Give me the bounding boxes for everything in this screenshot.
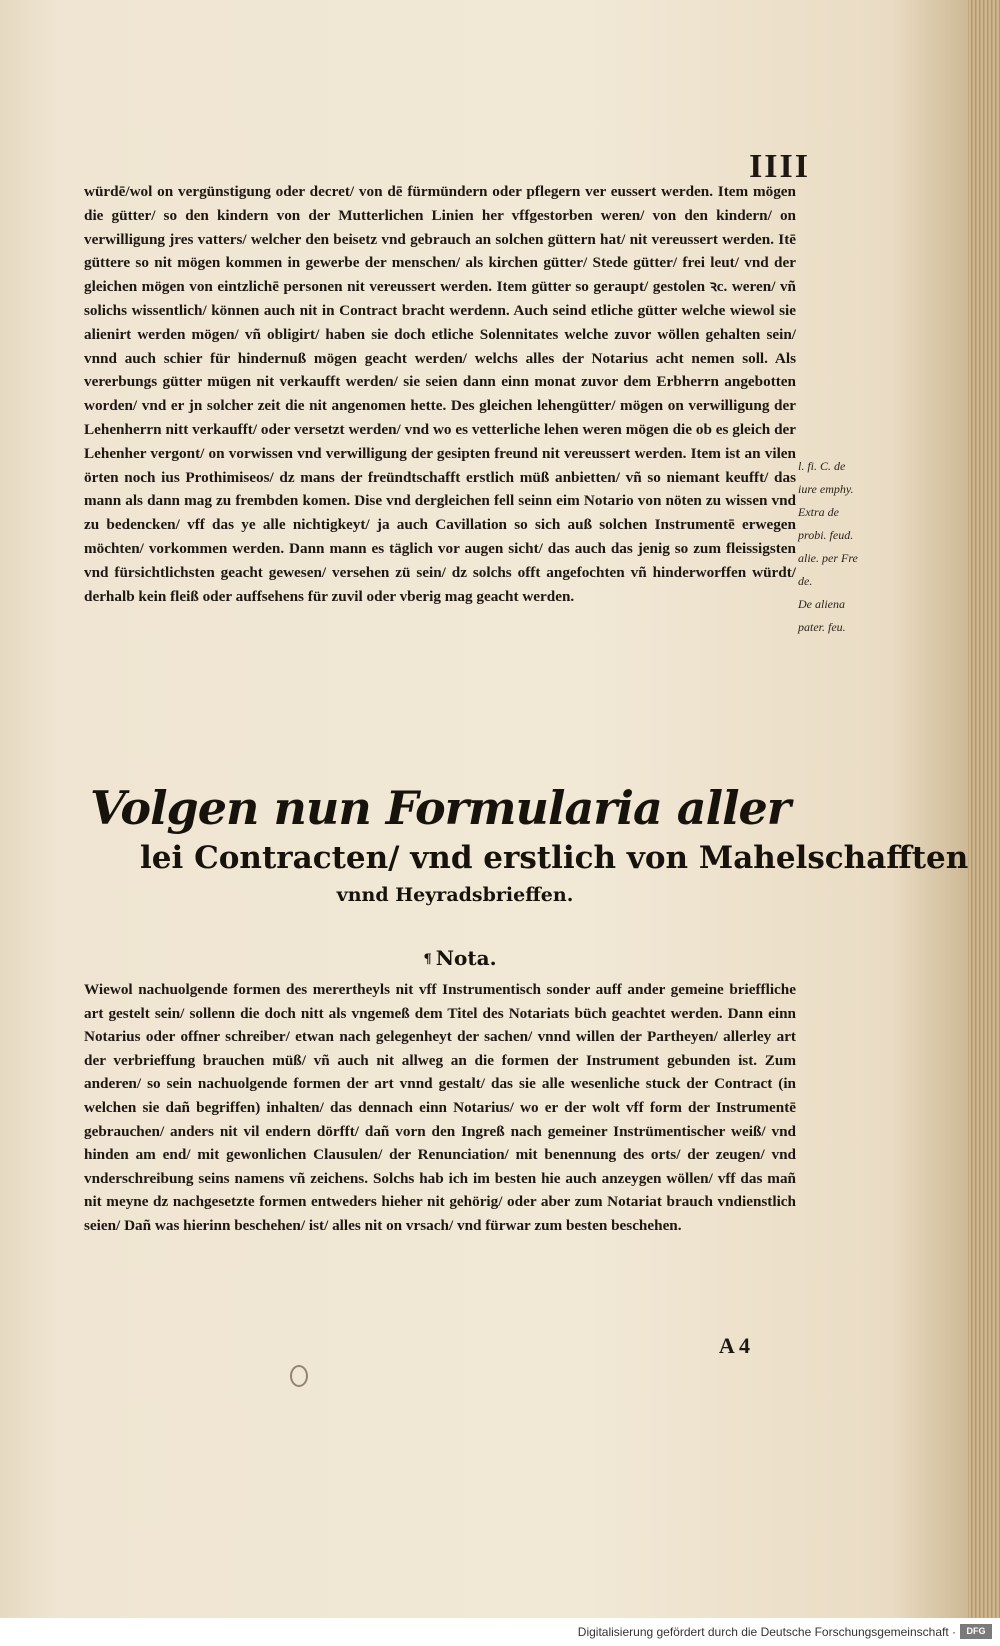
- printer-ornament-icon: [290, 1365, 308, 1387]
- footer-bar: [0, 1618, 1000, 1646]
- folio-number: IIII: [749, 148, 810, 185]
- margin-note-line: Extra de: [798, 505, 839, 519]
- margin-note-line: De aliena: [798, 597, 845, 611]
- body-paragraph-1: würdē/wol on vergünstigung oder decret/ von dē fürmündern oder pflegern ver eussert werden. Item mögen die gütter/ so den kindern von der Mutterlichen Linien her vffgestorben weren/ von den kindern/ on verwilligung jres vatters/ welcher den beisetz vnd gebrauch an solchen güttern hat/ nit vereussert werden. Itē güttere so nit mögen kommen in gewerbe der menschen/ als kirchen gütter/ Stede gütter/ frei leut/ vnd der gleichen mögen von eintzlichē personen nit vereussert werden. Item gütter so geraupt/ gestolen ꝛc. weren/ vñ solichs wissentlich/ können auch nit in Contract bracht werdenn. Auch seind etliche gütter welche wiewol sie alienirt werden mögen/ vñ obligirt/ haben sie doch etliche Solennitates welche zuvor wöllen gehalten sein/ vnnd auch schier für hindernuß mögen geacht werden/ welchs alles der Notarius acht nemen soll. Als vererbungs gütter mügen nit verkaufft werden/ sie seien dann einn monat zuvor dem Erbherrn angebotten worden/ vnd er jn solcher zeit die nit angenomen hette. Des gleichen lehengütter/ mögen on verwilligung der Lehenherrn nitt verkaufft/ oder versetzt werden/ vnd wo es vetterliche lehen weren mögen die ob es gleich der Lehenher vergont/ on vorwissen vnd verwilligung der gesipten freund nit vereussert werden. Item ist an vilen örten noch ius Prothimiseos/ dz mans der freündtschafft erstlich müß anbietten/ vñ so niemant keufft/ das mann als dann mag zu frembden komen. Dise vnd dergleichen fell seinn eim Notario von nöten zu wissen vnd zu bedencken/ vff das ye alle nichtigkeyt/ ja auch Cavillation so sich auß solchen Instrumentē erwegen möchten/ vorkommen werden. Dann mann es täglich vor augen sicht/ das auch das jenig so zum fleissigsten vnd fürsichtlichsten geacht gewesen/ versehen zü sein/ dz solchs offt angefochten vñ hinderworffen würdt/ derhalb kein fleiß oder auffsehens für zuvil oder vberig mag geacht werden.: [84, 183, 796, 605]
- margin-note-line: de.: [798, 574, 813, 588]
- margin-note: [798, 455, 886, 639]
- pilcrow-icon: ¶: [423, 952, 432, 967]
- heading-line-3: vnnd Heyradsbrieffen.: [336, 884, 574, 906]
- body-paragraph-2: Wiewol nachuolgende formen des merertheyls nit vff Instrumentisch sonder auff ander gemeine brieffliche art gestelt sein/ sollenn die doch nitt als vngemeß dem Titel des Notariats büch geachtet werden. Dann einn Notarius oder offner schreiber/ etwan nach gelegenheyt der sachen/ vnnd willen der Partheyen/ allerley art der verbrieffung brauchen müß/ vñ auch nit allweg an die formen der Instrument gebunden ist. Zum anderen/ so sein nachuolgende formen der art vnnd gestalt/ das sie alle wesenliche stuck der Contract (in welchen sie dañ begriffen) inhalten/ das dennach einn Notarius/ wo er der wolt vff form der Instrumentē gebrauchen/ anders nit vil endern dörfft/ dañ vorn den Ingreß nach gemeiner Instrümentischer weiß/ vnd hinden am end/ mit gewonlichen Clausulen/ der Renunciation/ mit benennung des orts/ der zeugen/ vnd vnderschreibung seins namens vñ zeichens. Solchs hab ich im besten hie auch anzeygen wöllen/ vff das mañ nit meyne dz nachgesetzte formen entweders hieher nit gehörig/ oder aber zum Notariat brauch vndienstlich seien/ Dañ was hierinn beschehen/ ist/ alles nit on vrsach/ vnd fürwar zum besten beschehen.: [84, 981, 796, 1234]
- margin-note-line: pater. feu.: [798, 620, 846, 634]
- signature-mark: A 4: [718, 1333, 750, 1358]
- nota-heading: [360, 946, 560, 970]
- nota-label: Nota.: [435, 946, 497, 970]
- heading-line-1: Volgen nun Formularia aller: [89, 781, 791, 835]
- margin-note-line: alie. per Fre: [798, 551, 858, 565]
- margin-note-line: probi. feud.: [798, 528, 854, 542]
- page-edge: [968, 0, 1000, 1618]
- dfg-logo: DFG: [960, 1624, 992, 1639]
- section-heading: [80, 780, 968, 910]
- margin-note-line: iure emphy.: [798, 482, 854, 496]
- footer-text: Digitalisierung gefördert durch die Deutsche Forschungsgemeinschaft ·: [577, 1625, 956, 1639]
- heading-line-2: lei Contracten/ vnd erstlich von Mahelschafften: [140, 840, 968, 876]
- margin-note-line: l. fi. C. de: [798, 459, 846, 473]
